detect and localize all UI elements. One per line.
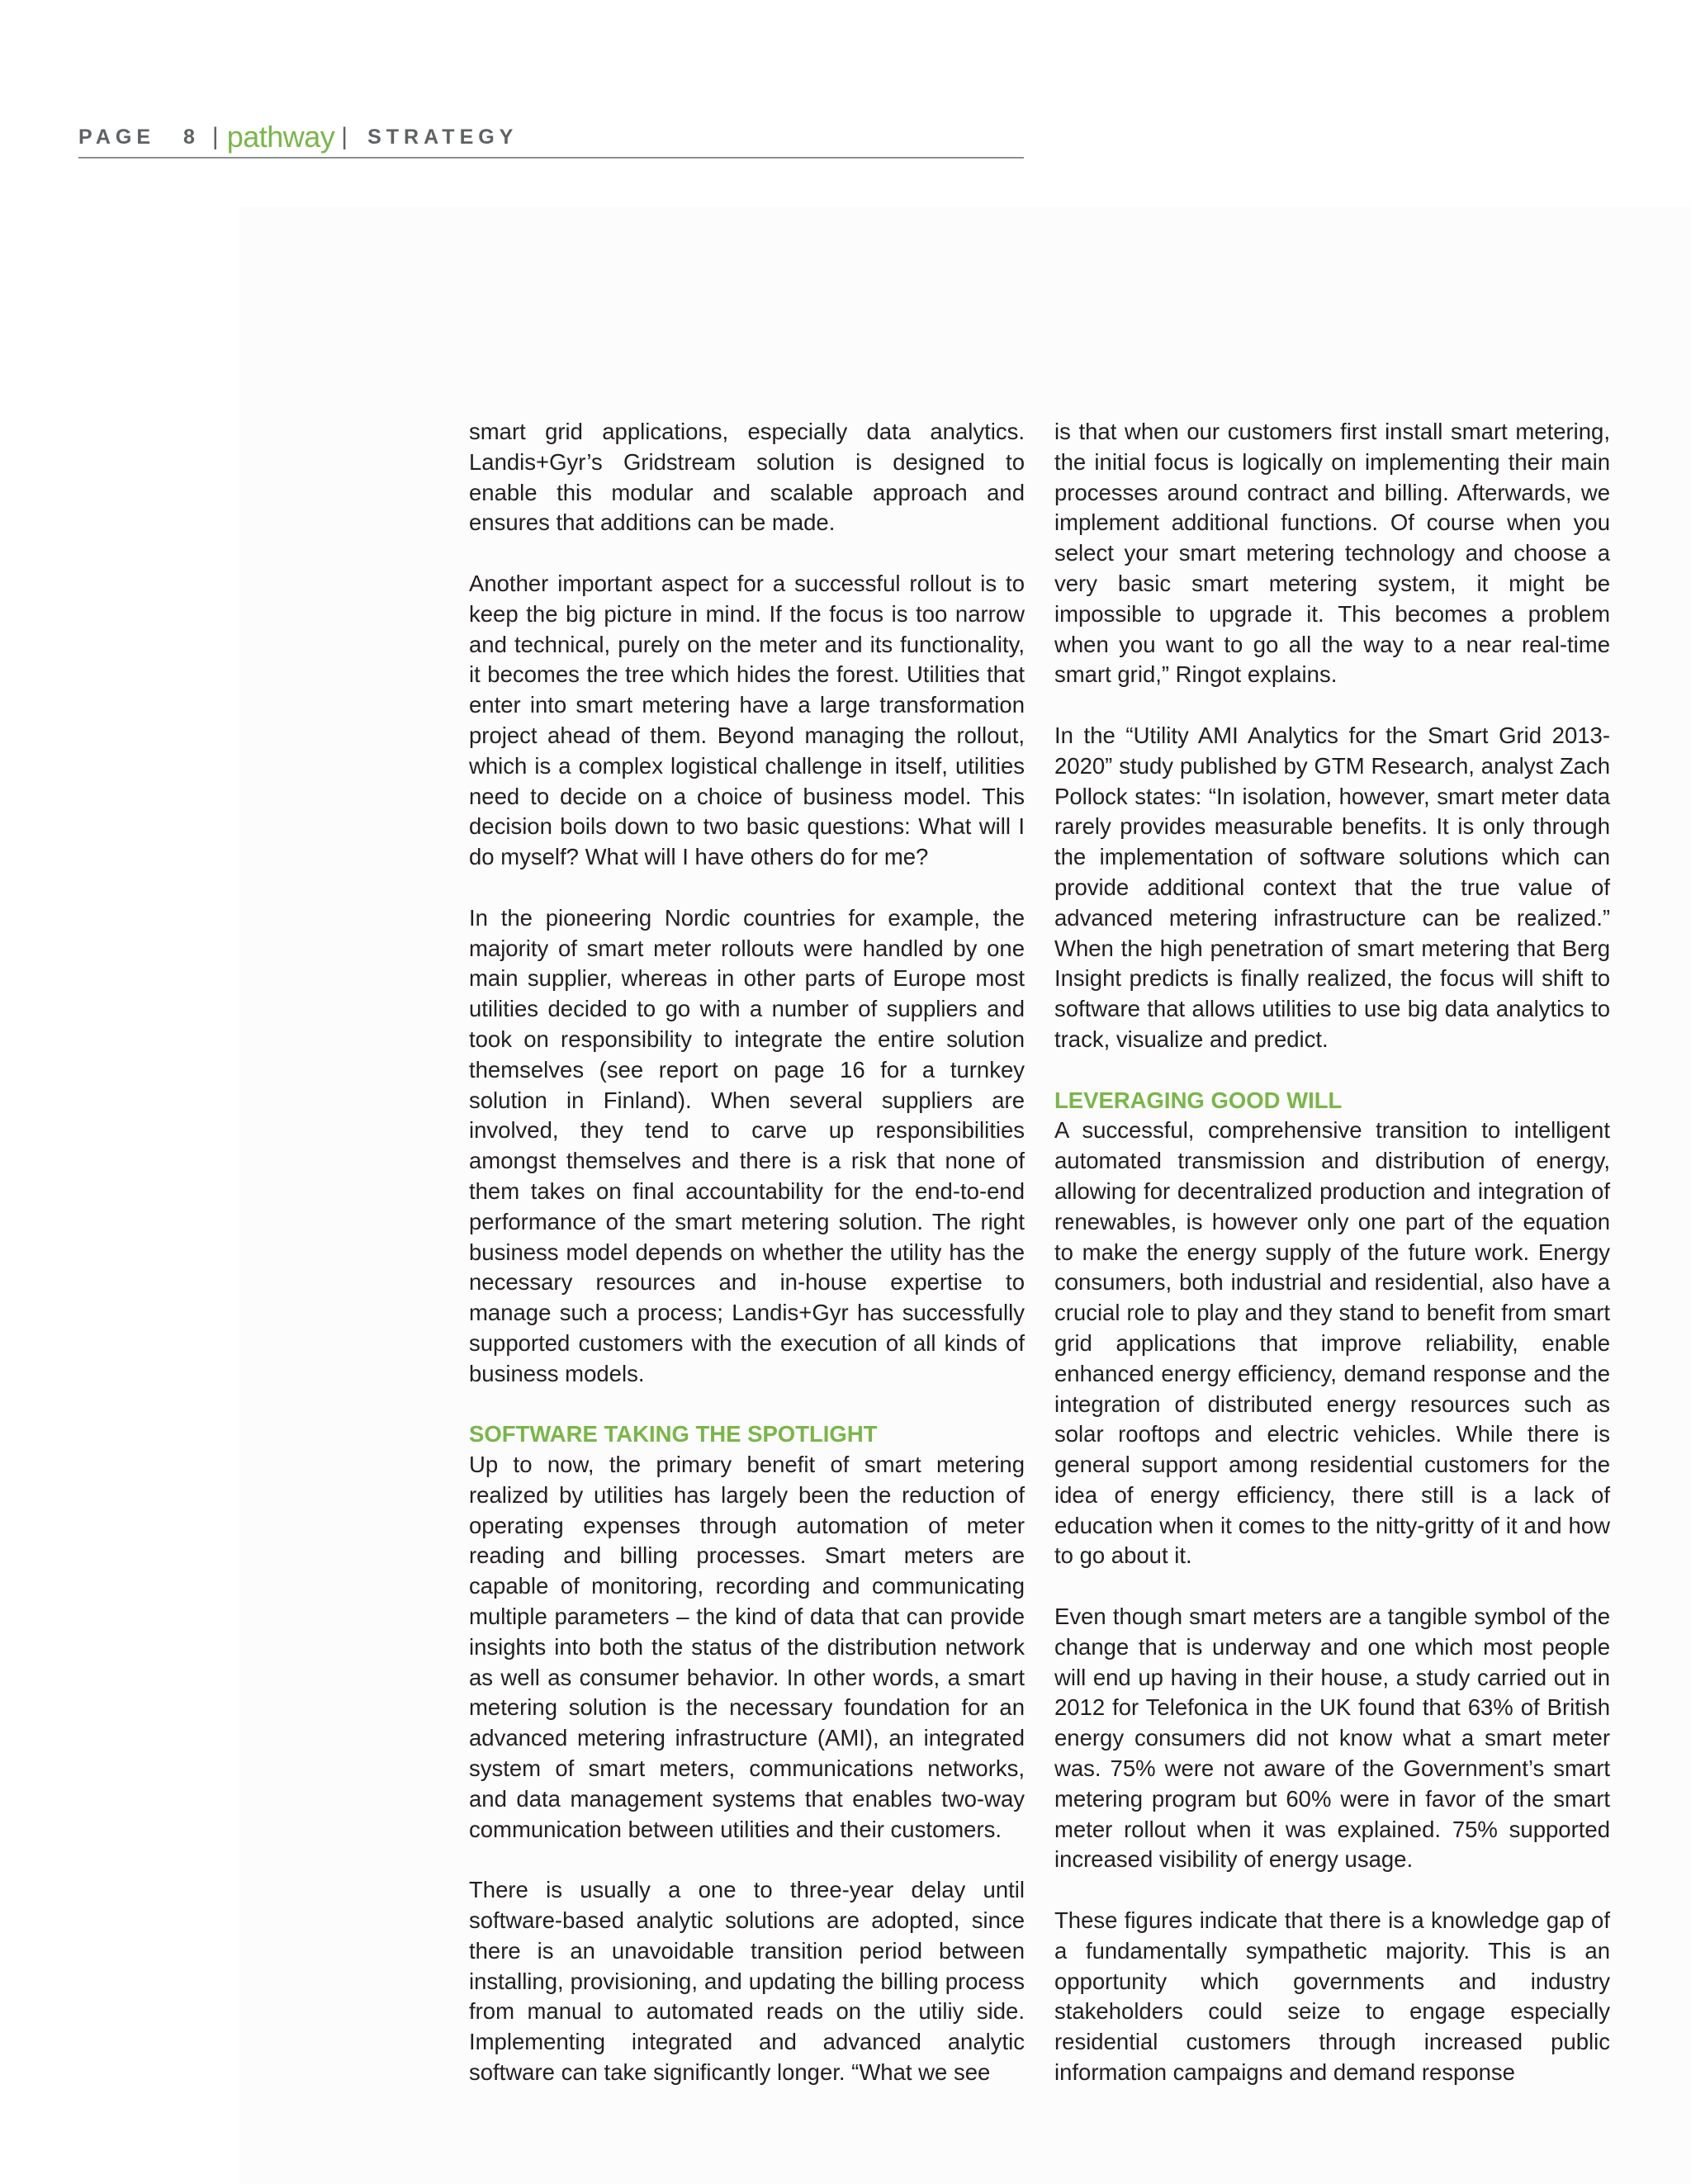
section-label: STRATEGY [367, 125, 519, 149]
header-rule [78, 157, 1024, 159]
section-heading: LEVERAGING GOOD WILL [1054, 1087, 1343, 1113]
paragraph: is that when our customers first install smart metering, the initial focus is logically on implementing their main processes around contract and billing. Afterwards, we implement additional functions. Of course when you select your smart metering technology and choose a very basic smart metering system, it might be impossible to upgrade it. This becomes a problem when you want to go all the way to a near real-time smart grid,” Ringot explains. [1054, 419, 1610, 688]
paragraph: In the “Utility AMI Analytics for the Smart Grid 2013-2020” study published by GTM Research, analyst Zach Pollock states: “In isolation, however, smart meter data rarely provides measurable benefits. It is only through the implementation of software solutions which can provide additional context that the true value of advanced metering infrastructure can be realized.” When the high penetration of smart metering that Berg Insight predicts is finally realized, the focus will shift to software that allows utilities to use big data analytics to track, visualize and predict. [1054, 722, 1610, 1052]
article-column-left [469, 417, 1025, 2119]
brand-logo: pathway [226, 120, 335, 154]
header-separator: | [341, 123, 348, 150]
paragraph: These figures indicate that there is a knowledge gap of a fundamentally sympathetic majority. This is an opportunity which governments and industry stakeholders could seize to engage especially residential customers through increased public information campaigns and demand response [1054, 1907, 1610, 2086]
paragraph: A successful, comprehensive transition to intelligent automated transmission and distribution of energy, allowing for decentralized production and integration of renewables, is however only one part of the equation to make the energy supply of the future work. Energy consumers, both industrial and residential, also have a crucial role to play and they stand to benefit from smart grid applications that improve reliability, enable enhanced energy efficiency, demand response and the integration of distributed energy resources such as solar rooftops and electric vehicles. While there is general support among residential customers for the idea of energy efficiency, there still is a lack of education when it comes to the nitty-gritty of it and how to go about it. [1054, 1117, 1610, 1569]
header-separator: | [211, 123, 219, 150]
article-column-right [1054, 417, 1610, 2119]
page-number: 8 [183, 125, 196, 149]
running-header [78, 114, 1024, 160]
paragraph: smart grid applications, especially data analytics. Landis+Gyr’s Gridstream solution is designed to enable this modular and scalable approach and ensures that additions can be made. [469, 419, 1025, 536]
page-label: PAGE [78, 125, 155, 149]
paragraph: In the pioneering Nordic countries for example, the majority of smart meter rollouts were handled by one main supplier, whereas in other parts of Europe most utilities decided to go with a number of suppliers and took on responsibility to integrate the entire solution themselves (see report on page 16 for a turnkey solution in Finland). When several suppliers are involved, they tend to carve up responsibilities amongst themselves and there is a risk that none of them takes on final accountability for the end-to-end performance of the smart metering solution. The right business model depends on whether the utility has the necessary resources and in-house expertise to manage such a process; Landis+Gyr has successfully supported customers with the execution of all kinds of business models. [469, 904, 1025, 1386]
paragraph: Another important aspect for a successful rollout is to keep the big picture in mind. If the focus is too narrow and technical, purely on the meter and its functionality, it becomes the tree which hides the forest. Utilities that enter into smart metering have a large transformation project ahead of them. Beyond managing the rollout, which is a complex logistical challenge in itself, utilities need to decide on a choice of business model. This decision boils down to two basic questions: What will I do myself? What will I have others do for me? [469, 570, 1025, 870]
paragraph: Even though smart meters are a tangible symbol of the change that is underway and one which most people will end up having in their house, a study carried out in 2012 for Telefonica in the UK found that 63% of British energy consumers did not know what a smart meter was. 75% were not aware of the Government’s smart metering program but 60% were in favor of the smart meter rollout when it was explained. 75% supported increased visibility of energy usage. [1054, 1604, 1610, 1873]
paragraph: Up to now, the primary benefit of smart metering realized by utilities has largely been the reduction of operating expenses through automation of meter reading and billing processes. Smart meters are capable of monitoring, recording and communicating multiple parameters – the kind of data that can provide insights into both the status of the distribution network as well as consumer behavior. In other words, a smart metering solution is the necessary foundation for an advanced metering infrastructure (AMI), an integrated system of smart meters, communications networks, and data management systems that enables two-way communication between utilities and their customers. [469, 1452, 1025, 1842]
section-heading: SOFTWARE TAKING THE SPOTLIGHT [469, 1421, 878, 1447]
paragraph: There is usually a one to three-year delay until software-based analytic solutions are adopted, since there is an unavoidable transition period between installing, provisioning, and updating the billing process from manual to automated reads on the utiliy side. Implementing integrated and advanced analytic software can take significantly longer. “What we see [469, 1877, 1025, 2086]
